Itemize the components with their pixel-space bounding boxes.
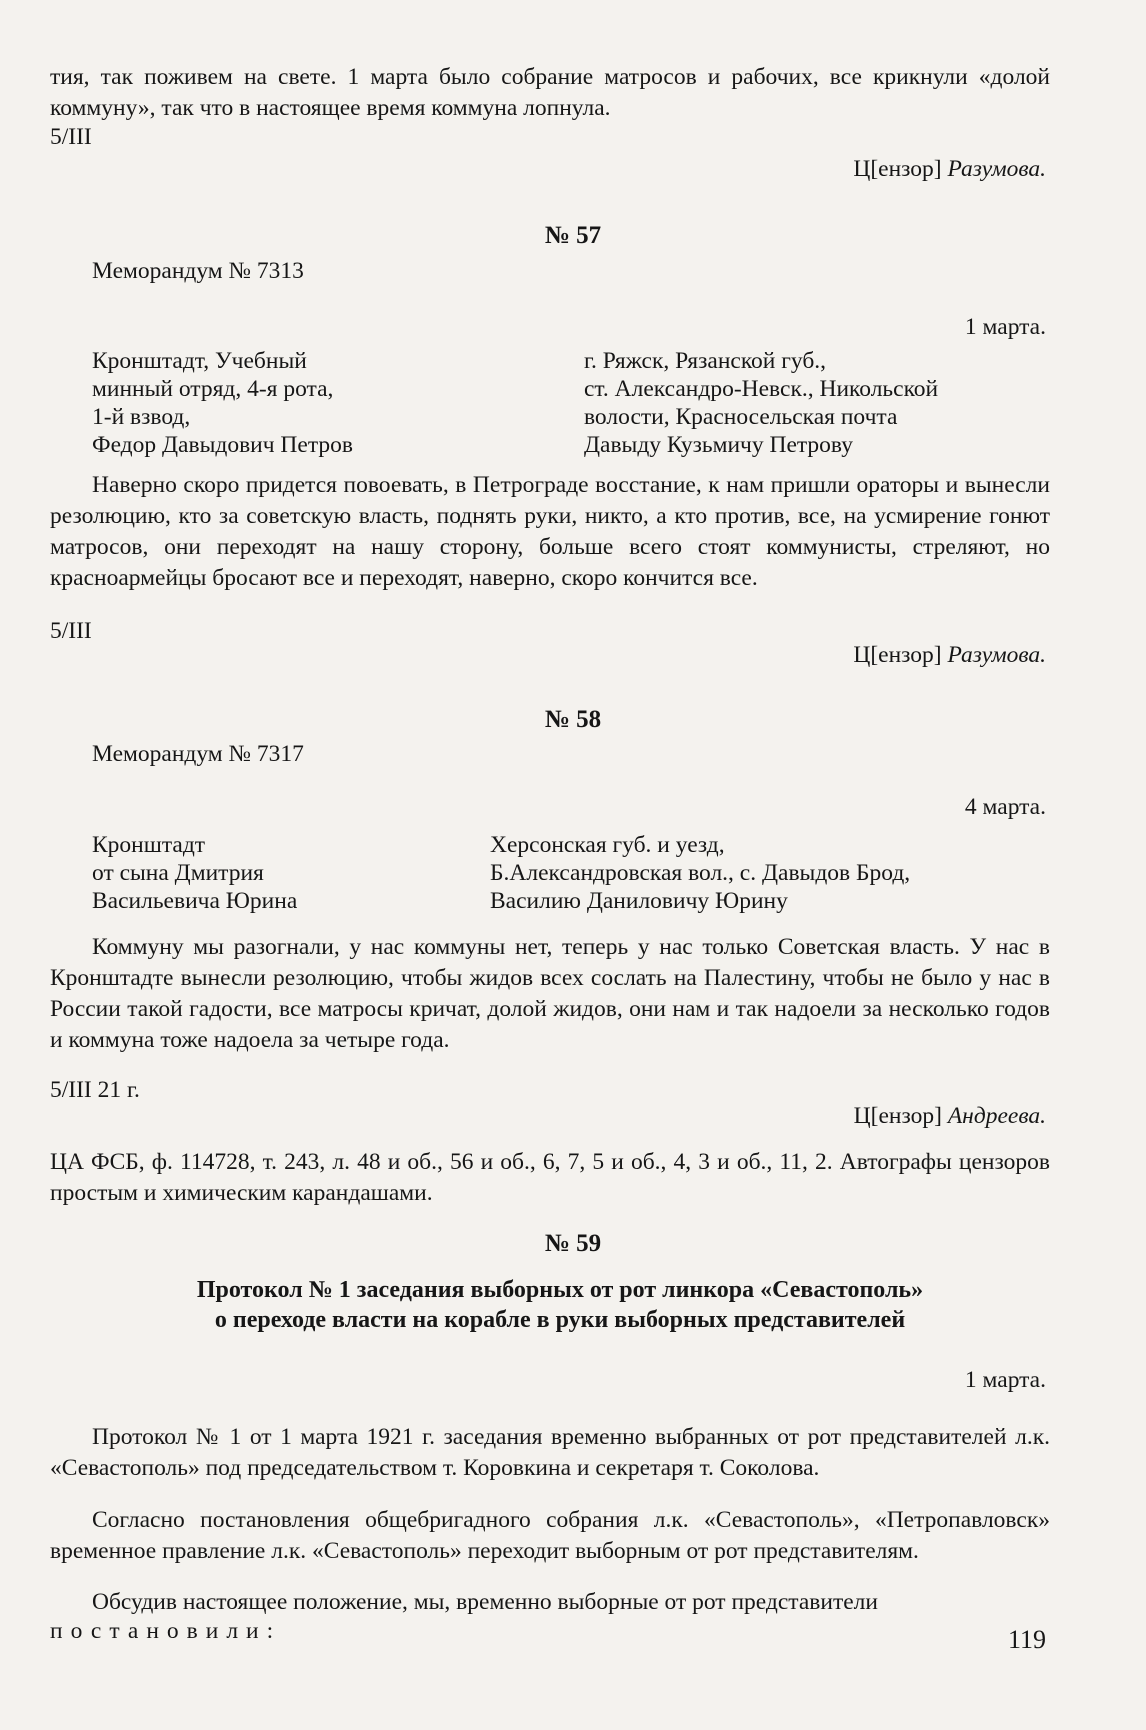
doc58-memo: Меморандум № 7317	[92, 741, 304, 767]
doc58-recipient: Херсонская губ. и уезд, Б.Александровская вол., с. Давыдов Брод, Василию Даниловичу Юрину	[490, 832, 911, 914]
doc57-recipient: г. Ряжск, Рязанской губ., ст. Александро-Невск., Никольской волости, Красносельская почта Давыду Кузьмичу Петрову	[584, 348, 939, 458]
doc57-sign-date: 5/III	[50, 618, 92, 644]
doc58-censor: Ц[ензор] Андреева.	[853, 1103, 1046, 1129]
doc58-date: 4 марта.	[964, 794, 1046, 820]
top-censor: Ц[ензор] Разумова.	[853, 156, 1046, 182]
page-number: 119	[1007, 1625, 1046, 1654]
doc59-para3: Обсудив настоящее положение, мы, временно выборные от рот представители	[92, 1589, 878, 1615]
doc57-body: Наверно скоро придется повоевать, в Петрограде восстание, к нам пришли ораторы и вынесли резолюцию, кто за советскую власть, поднять руки, никто, а кто против, все, на усмирение гонют матросов, они переходят на нашу сторону, больше всего стоят коммунисты, стреляют, но красноармейцы бросают все и переходят, наверно, скоро кончится все.	[50, 472, 1050, 591]
doc57-sender: Кронштадт, Учебный минный отряд, 4-я рота, 1-й взвод, Федор Давыдович Петров	[92, 348, 353, 458]
doc58-sign-date: 5/III 21 г.	[50, 1077, 140, 1103]
doc58-number: № 58	[544, 706, 602, 733]
top-date: 5/III	[50, 124, 92, 150]
doc59-para2: Согласно постановления общебригадного собрания л.к. «Севастополь», «Петропавловск» временное правление л.к. «Севастополь» переходит выборным от рот представителям.	[50, 1507, 1050, 1564]
doc58-sender: Кронштадт от сына Дмитрия Васильевича Юрина	[92, 832, 298, 914]
doc57-censor: Ц[ензор] Разумова.	[853, 642, 1046, 668]
doc59-title: Протокол № 1 заседания выборных от рот линкора «Севастополь» о переходе власти на корабле в руки выборных представителей	[196, 1277, 924, 1333]
doc59-para1: Протокол № 1 от 1 марта 1921 г. заседания временно выбранных от рот представителей л.к. «Севастополь» под председательством т. Коровкина и секретаря т. Соколова.	[50, 1424, 1050, 1481]
doc58-source: ЦА ФСБ, ф. 114728, т. 243, л. 48 и об., 56 и об., 6, 7, 5 и об., 4, 3 и об., 11, 2. Автографы цензоров простым и химическим карандашами.	[50, 1149, 1050, 1206]
doc57-date: 1 марта.	[964, 314, 1046, 340]
continuation-paragraph: тия, так поживем на свете. 1 марта было собрание матросов и рабочих, все крикнули «долой коммуну», так что в настоящее время коммуна лопнула.	[50, 64, 1050, 121]
doc58-body: Коммуну мы разогнали, у нас коммуны нет, теперь у нас только Советская власть. У нас в Кронштадте вынесли резолюцию, чтобы жидов всех сослать на Палестину, чтобы не было у нас в России такой гадости, все матросы кричат, долой жидов, они нам и так надоели за несколько годов и коммуна тоже надоела за четыре года.	[50, 934, 1050, 1053]
doc57-memo: Меморандум № 7313	[92, 258, 304, 284]
doc57-number: № 57	[544, 222, 602, 249]
doc59-date: 1 марта.	[964, 1367, 1046, 1393]
doc59-para4: постановили:	[50, 1618, 282, 1644]
doc59-number: № 59	[544, 1230, 602, 1257]
